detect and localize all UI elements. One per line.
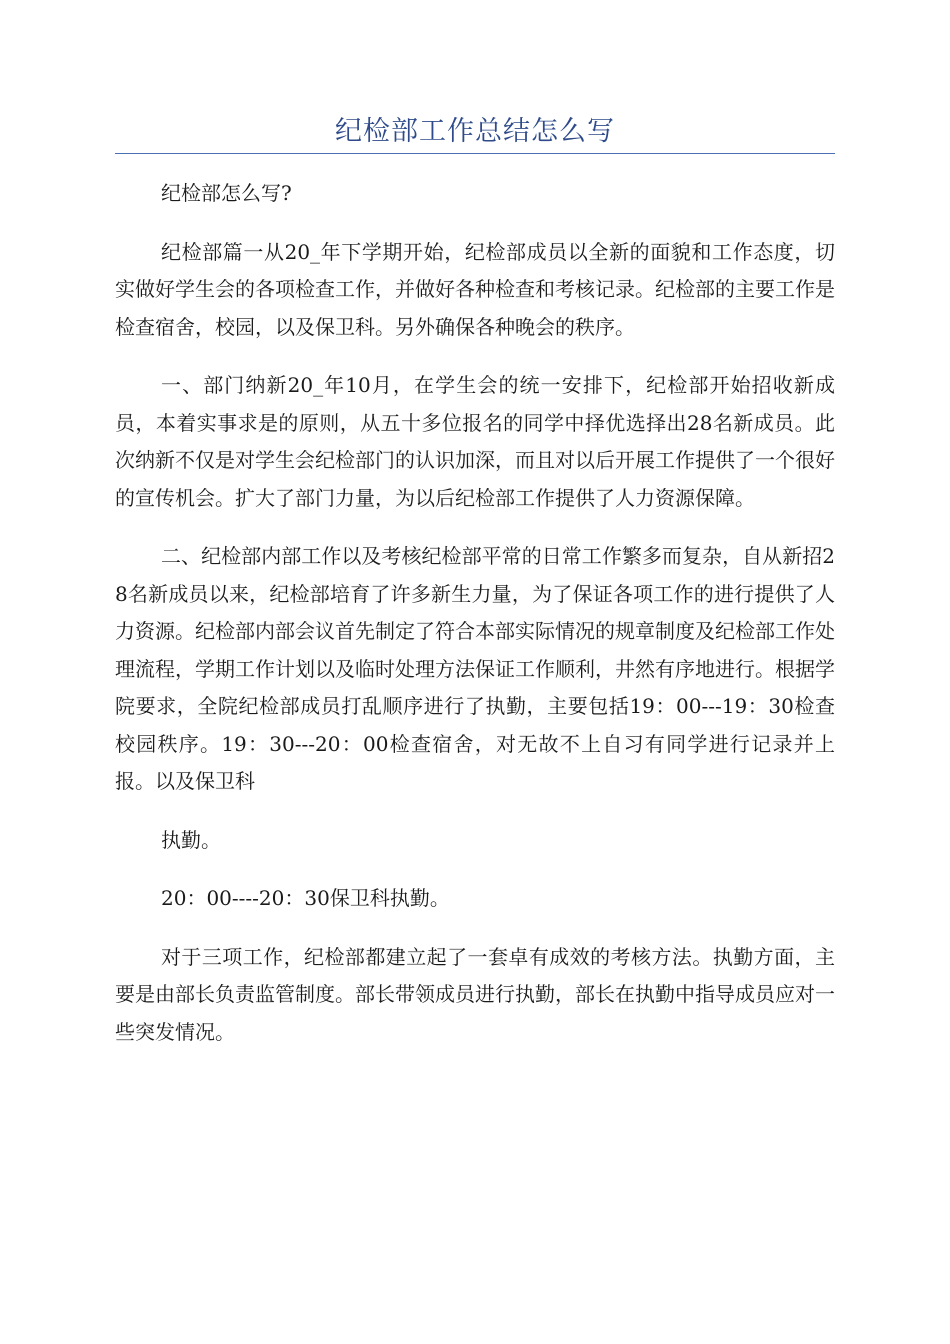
paragraph-3: 二、纪检部内部工作以及考核纪检部平常的日常工作繁多而复杂，自从新招28名新成员以来，纪检部培育了许多新生力量，为了保证各项工作的进行提供了人力资源。纪检部内部会议首先制定了符合本部实际情况的规章制度及纪检部工作处理流程，学期工作计划以及临时处理方法保证工作顺利，井然有序地进行。根据学院要求，全院纪检部成员打乱顺序进行了执勤，主要包括19：00---19：30检查校园秩序。19：30---20：00检查宿舍，对无故不上自习有同学进行记录并上报。以及保卫科 — [115, 544, 835, 793]
title-underline — [115, 153, 835, 154]
paragraph-intro: 纪检部怎么写? — [161, 181, 292, 205]
paragraph-4: 执勤。 — [161, 827, 221, 852]
paragraph-1: 纪检部篇一从20_年下学期开始，纪检部成员以全新的面貌和工作态度，切实做好学生会的各项检查工作，并做好各种检查和考核记录。纪检部的主要工作是检查宿舍，校园，以及保卫科。另外确保各种晚会的秩序。 — [115, 239, 835, 339]
paragraph-5: 20：00----20：30保卫科执勤。 — [161, 886, 450, 910]
document-title: 纪检部工作总结怎么写 — [335, 116, 615, 147]
paragraph-6: 对于三项工作，纪检部都建立起了一套卓有成效的考核方法。执勤方面，主要是由部长负责监管制度。部长带领成员进行执勤，部长在执勤中指导成员应对一些突发情况。 — [115, 944, 835, 1044]
paragraph-2: 一、部门纳新20_年10月，在学生会的统一安排下，纪检部开始招收新成员，本着实事求是的原则，从五十多位报名的同学中择优选择出28名新成员。此次纳新不仅是对学生会纪检部门的认识加深，而且对以后开展工作提供了一个很好的宣传机会。扩大了部门力量，为以后纪检部工作提供了人力资源保障。 — [115, 373, 835, 510]
document-body — [115, 175, 835, 1072]
